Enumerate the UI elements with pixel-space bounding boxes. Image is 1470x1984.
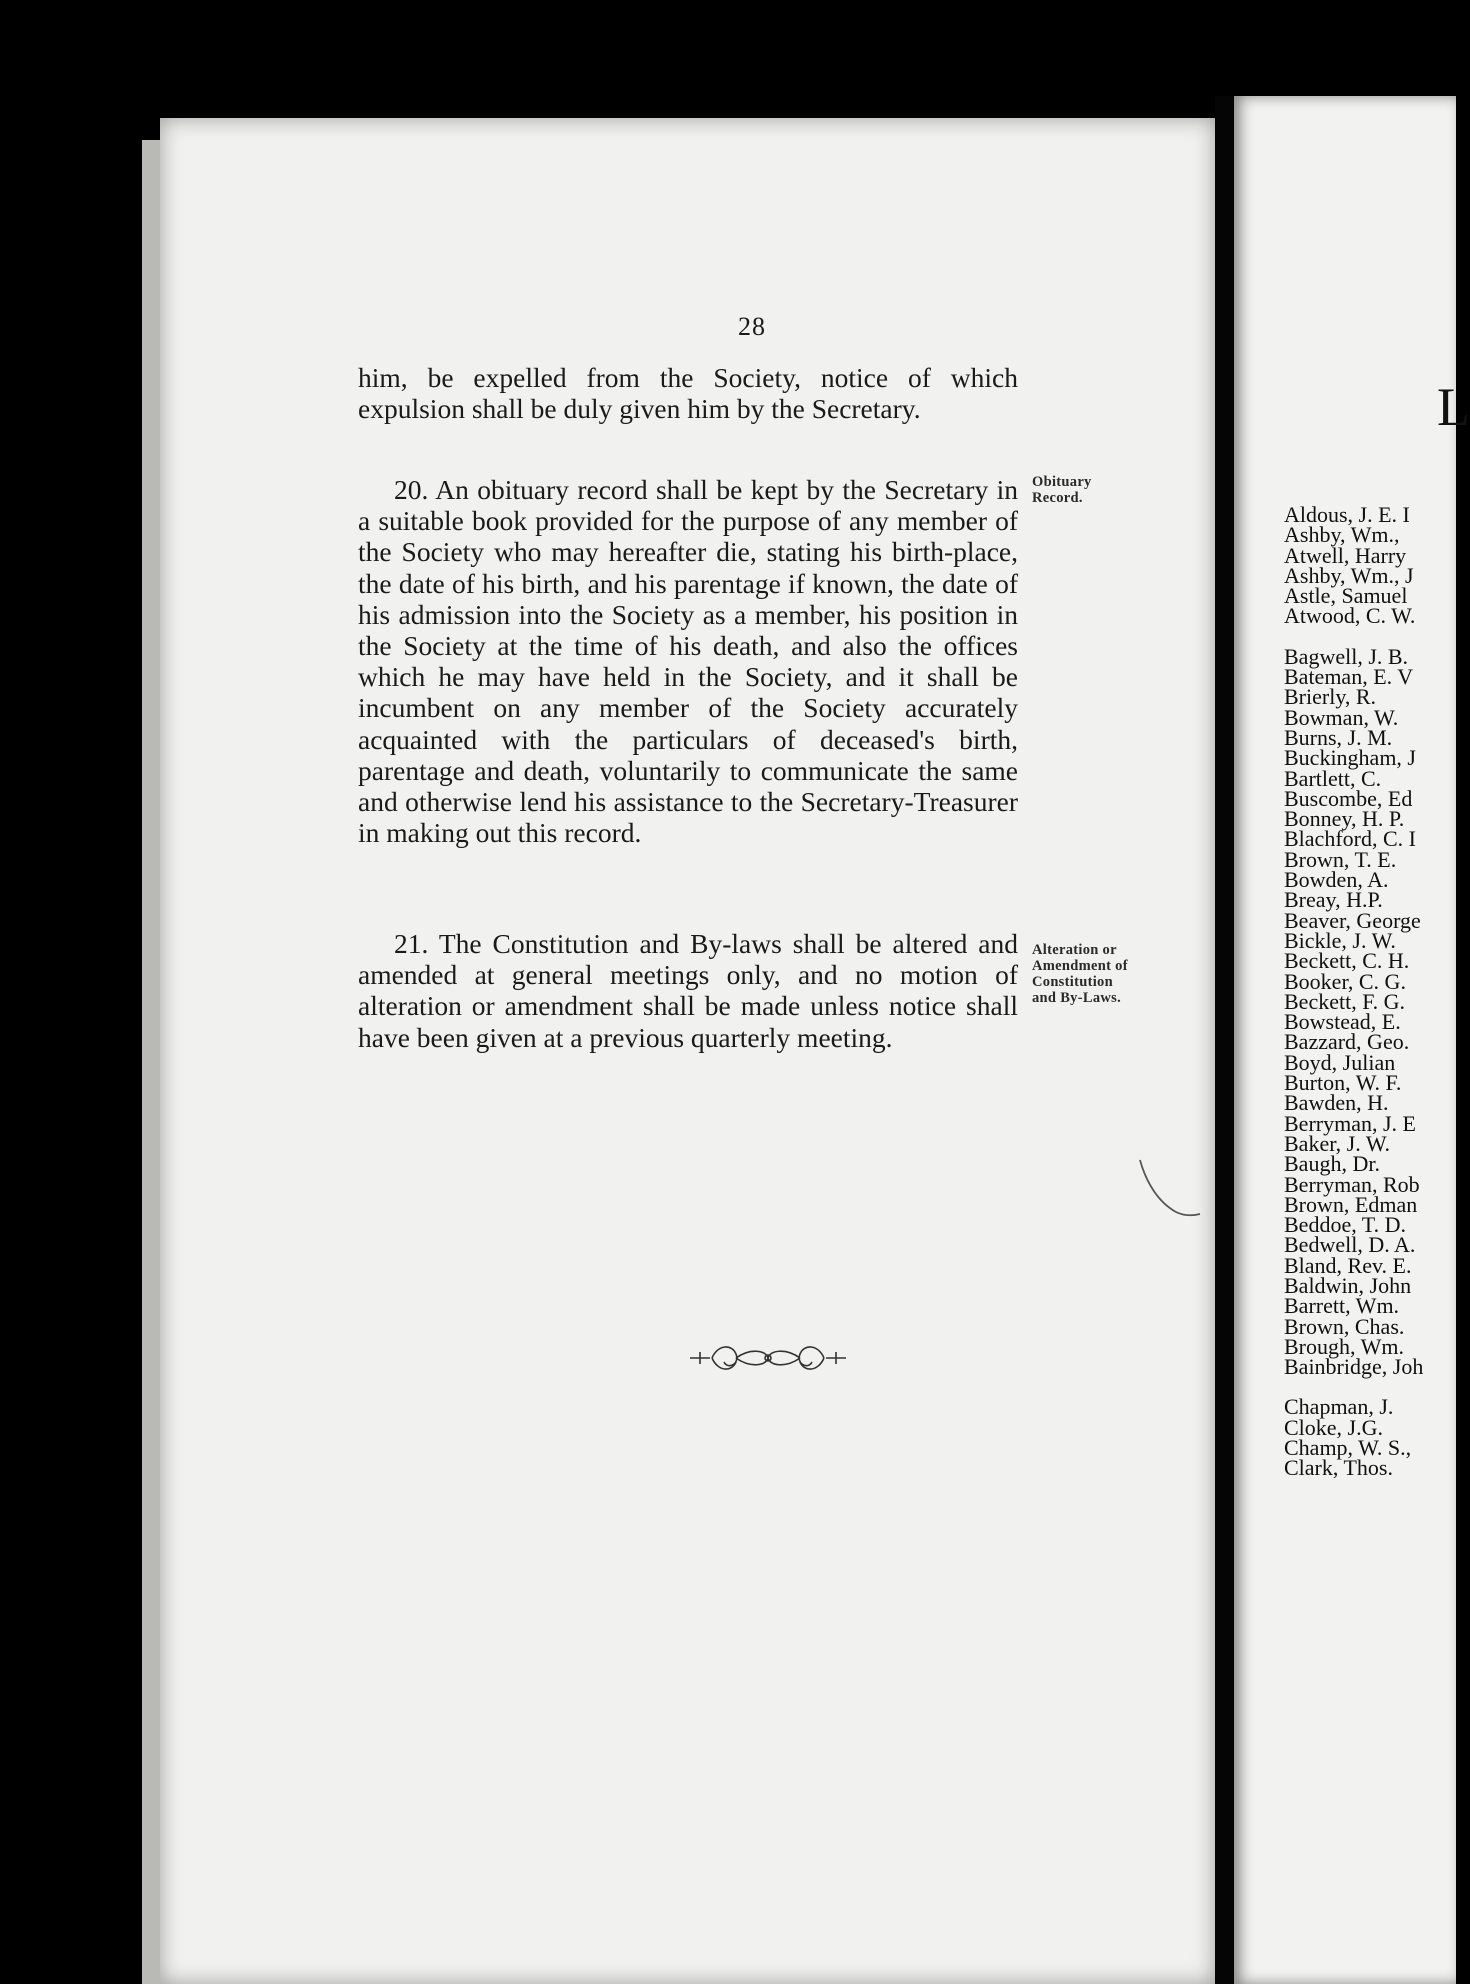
- page-number: 28: [738, 312, 766, 341]
- paragraph-20-obituary-record: 20. An obituary record shall be kept by the Secretary in a suitable book provided for the purpose of any member of the Society who may hereafter die, stating his birth-place, the date of his birth, and his parentage if known, the date of his admission into the Society as a member, his position in the Society at the time of his death, and also the offices which he may have held in the Society, and it shall be incumbent on any member of the Society accurately acquainted with the particulars of deceased's birth, parentage and death, voluntarily to communicate the same and otherwise lend his assistance to the Secretary-Treasurer in making out this record.: [358, 474, 1018, 849]
- member-names-list: [1284, 502, 1456, 1481]
- member-name: Bateman, E. V: [1284, 664, 1414, 690]
- member-name: Brierly, R.: [1284, 684, 1377, 710]
- member-name: Clark, Thos.: [1284, 1455, 1393, 1481]
- member-name: Bickle, J. W.: [1284, 927, 1396, 953]
- member-name: Bowman, W.: [1284, 704, 1399, 730]
- member-name: Bawden, H.: [1284, 1090, 1389, 1116]
- book-gutter: [1215, 96, 1234, 1984]
- margin-note-alteration: Alteration or Amendment of Constitution and By-Laws.: [1032, 942, 1128, 1006]
- member-name: Astle, Samuel: [1284, 583, 1408, 609]
- member-name: Chapman, J.: [1284, 1394, 1394, 1420]
- member-name: Berryman, J. E: [1284, 1110, 1416, 1136]
- member-name: Bland, Rev. E.: [1284, 1252, 1412, 1278]
- member-name: Brough, Wm.: [1284, 1333, 1404, 1359]
- member-name: Blachford, C. I: [1284, 826, 1416, 852]
- member-name: Bowden, A.: [1284, 867, 1389, 893]
- member-name: Bainbridge, Joh: [1284, 1354, 1424, 1380]
- decorative-ornament-icon: [688, 1338, 848, 1378]
- member-name: Atwell, Harry: [1284, 542, 1407, 568]
- member-name: Beaver, George: [1284, 907, 1421, 933]
- member-name: Buckingham, J: [1284, 745, 1416, 771]
- member-name: Brown, Edman: [1284, 1191, 1418, 1217]
- member-name: Ashby, Wm., J: [1284, 562, 1414, 588]
- page-edge-shadow: [142, 140, 162, 1984]
- member-name: Beckett, C. H.: [1284, 948, 1410, 974]
- member-name: Barrett, Wm.: [1284, 1293, 1400, 1319]
- paragraph-21-alteration: 21. The Constitution and By-laws shall be altered and amended at general meetings only, and no motion of alteration or amendment shall be made unless notice shall have been given at a previous quarterly meeting.: [358, 928, 1018, 1053]
- member-name: Atwood, C. W.: [1284, 603, 1416, 629]
- member-name: Booker, C. G.: [1284, 968, 1406, 994]
- member-name: Bagwell, J. B.: [1284, 643, 1409, 669]
- member-name: Cloke, J.G.: [1284, 1414, 1383, 1440]
- member-name: Bowstead, E.: [1284, 1009, 1401, 1035]
- member-name: Boyd, Julian: [1284, 1049, 1396, 1075]
- member-name: Buscombe, Ed: [1284, 785, 1413, 811]
- member-name: Brown, T. E.: [1284, 846, 1397, 872]
- paragraph-19-continuation: him, be expelled from the Society, notice of which expulsion shall be duly given him by the Secretary.: [358, 362, 1018, 425]
- member-name: Baugh, Dr.: [1284, 1151, 1380, 1177]
- member-name: Baker, J. W.: [1284, 1130, 1391, 1156]
- member-name: Aldous, J. E. I: [1284, 502, 1410, 527]
- member-name: Baldwin, John: [1284, 1272, 1412, 1298]
- member-name: Burton, W. F.: [1284, 1070, 1402, 1096]
- member-name: Breay, H.P.: [1284, 887, 1383, 913]
- member-name: Bedwell, D. A.: [1284, 1232, 1416, 1258]
- member-name: Brown, Chas.: [1284, 1313, 1405, 1339]
- right-page-heading-fragment: L: [1437, 377, 1470, 437]
- member-name: Ashby, Wm.,: [1284, 522, 1400, 548]
- member-name: Bazzard, Geo.: [1284, 1029, 1410, 1055]
- pencil-mark-icon: [1136, 1158, 1202, 1218]
- member-name: Bartlett, C.: [1284, 765, 1382, 791]
- member-name: Champ, W. S.,: [1284, 1435, 1412, 1461]
- member-name: Beckett, F. G.: [1284, 988, 1406, 1014]
- member-name: Berryman, Rob: [1284, 1171, 1420, 1197]
- member-name: Bonney, H. P.: [1284, 806, 1405, 832]
- member-name: Beddoe, T. D.: [1284, 1212, 1406, 1238]
- margin-note-obituary: Obituary Record.: [1032, 474, 1092, 506]
- member-name: Burns, J. M.: [1284, 724, 1393, 750]
